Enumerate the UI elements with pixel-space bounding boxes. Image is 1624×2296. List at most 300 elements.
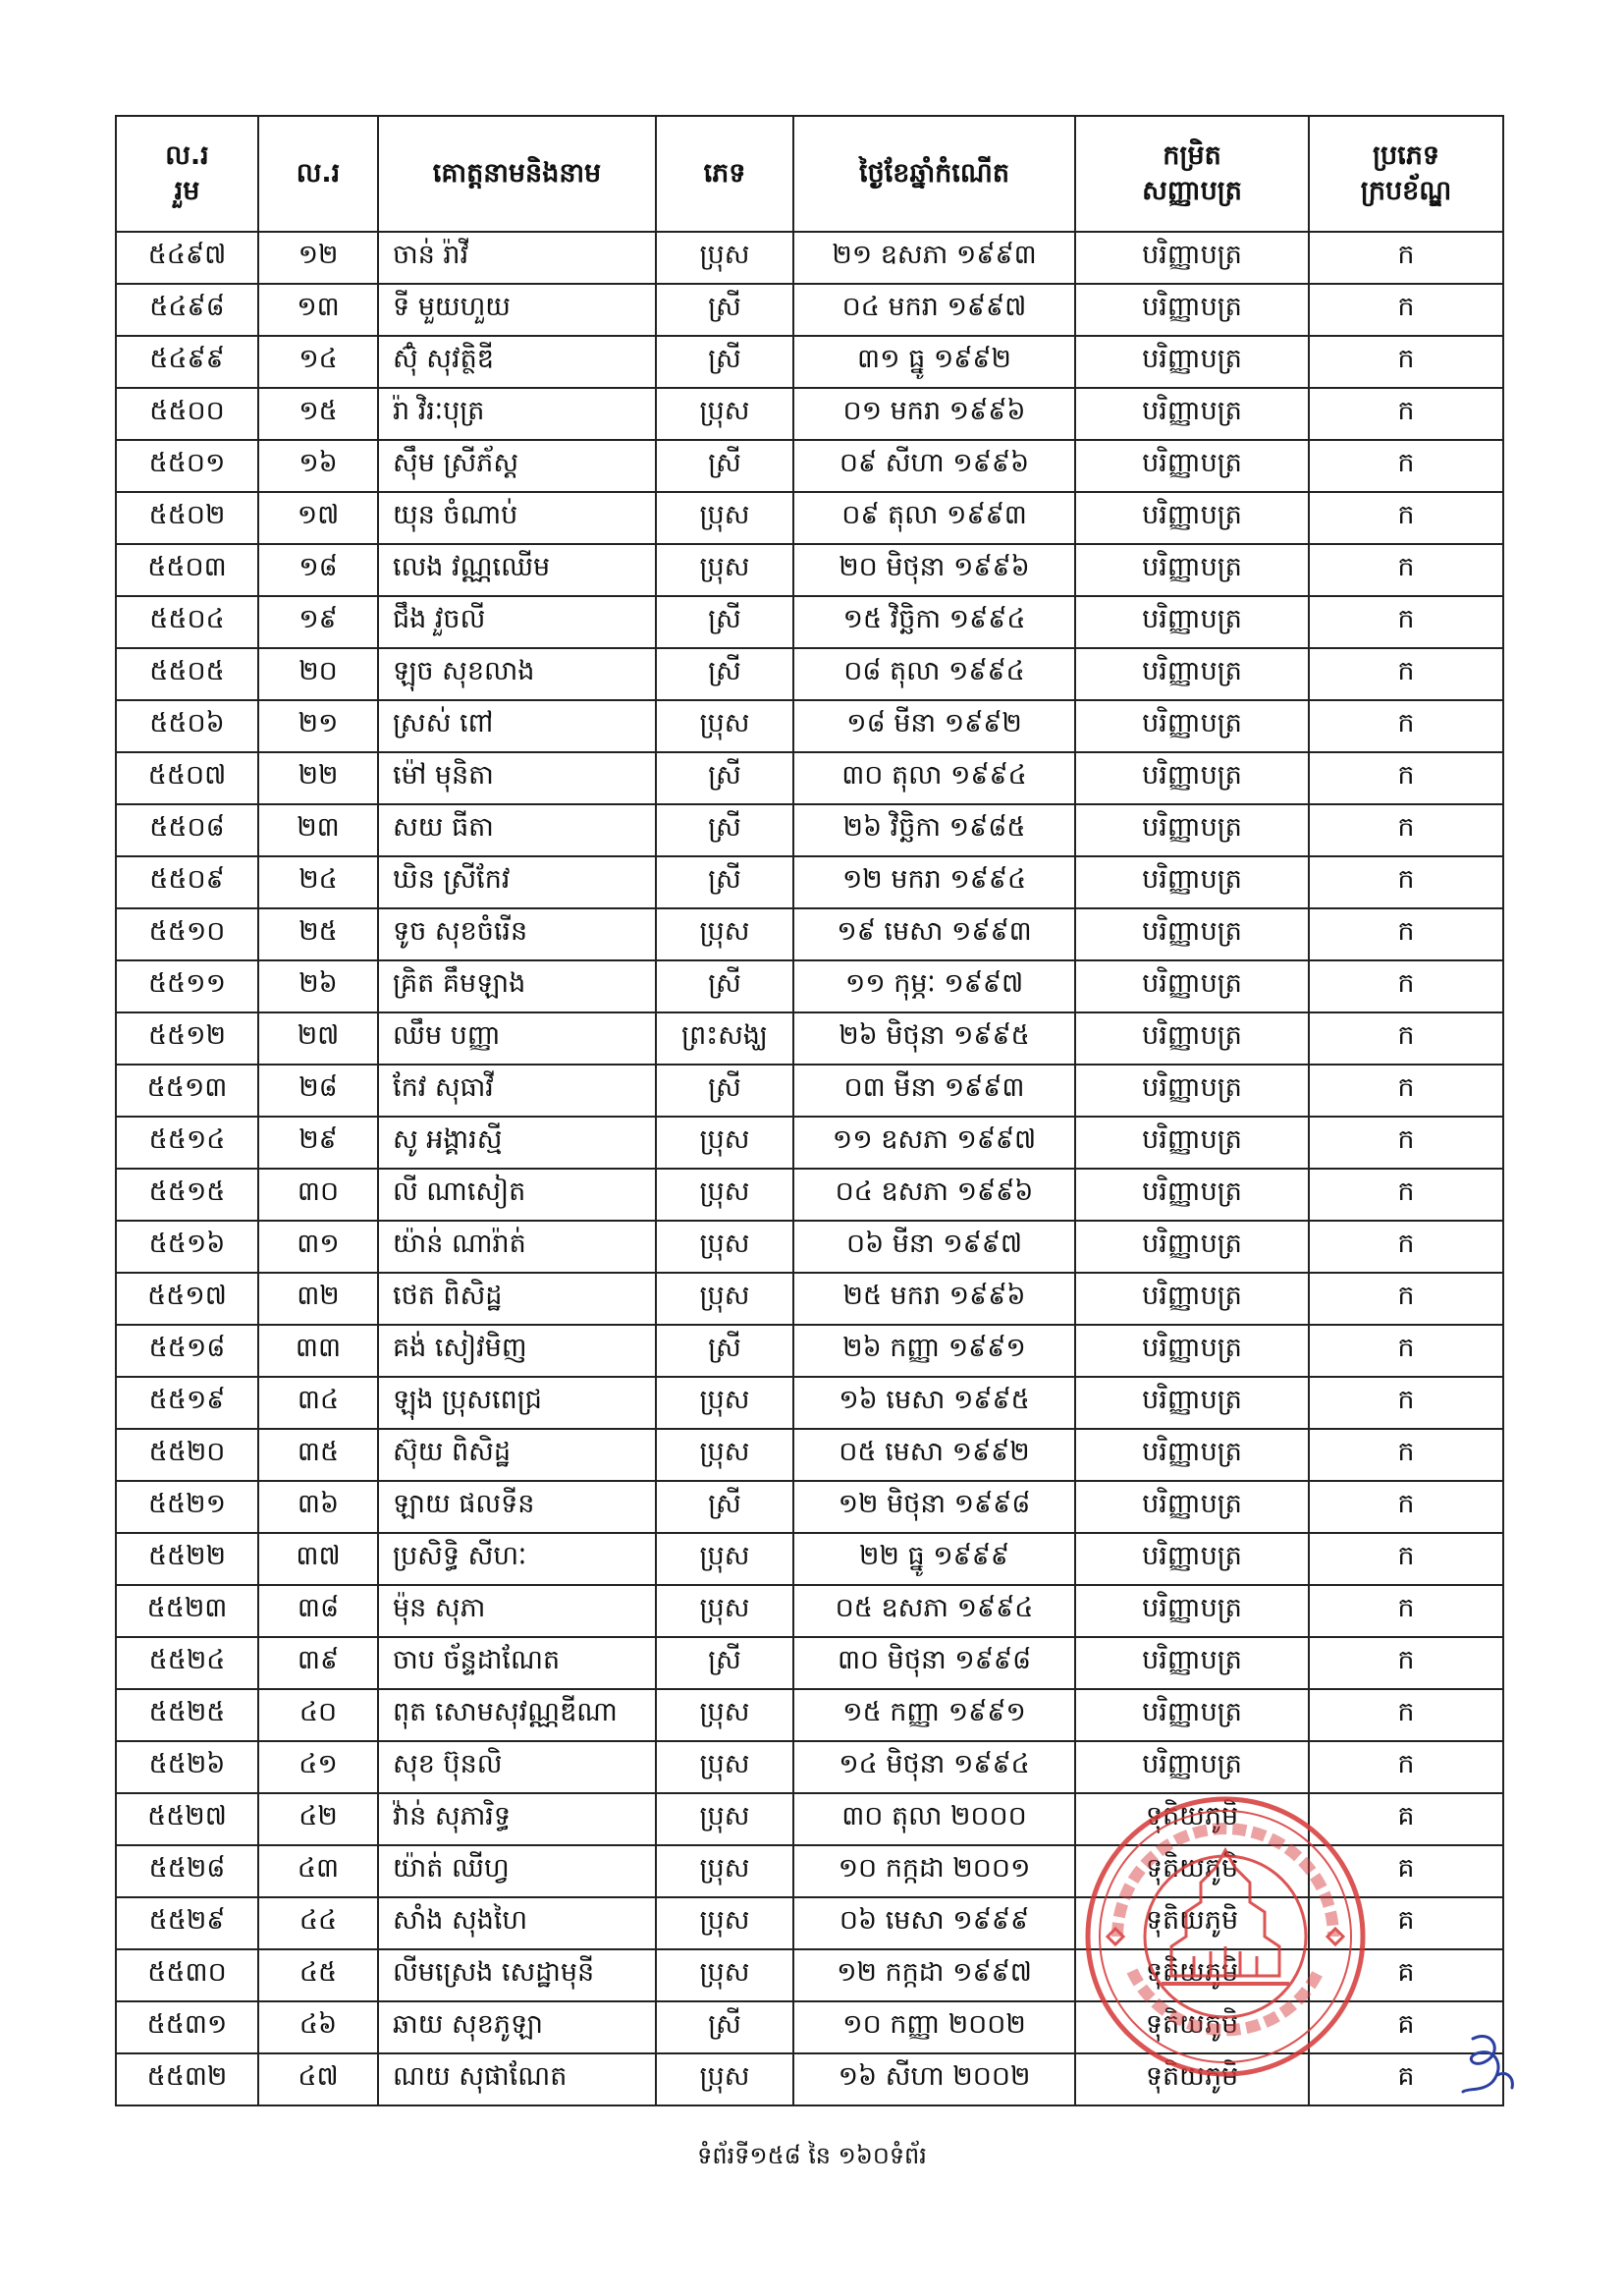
table-row <box>116 1065 1503 1117</box>
cell-row-number: ៤៥ <box>258 1949 378 2001</box>
table-row <box>116 1429 1503 1481</box>
cell-full-name: យ៉ាត់ ឈីហ្វ <box>378 1845 656 1897</box>
column-header-text: ល.រ <box>296 157 341 189</box>
cell-framework-type: ក <box>1309 1689 1503 1741</box>
cell-full-name: គ្រិត គឹមឡាង <box>378 960 656 1012</box>
cell-degree-level: បរិញ្ញាបត្រ <box>1075 856 1309 908</box>
cell-gender: ប្រុស <box>656 1221 793 1273</box>
cell-date-of-birth: ២៦ វិច្ឆិកា ១៩៨៥ <box>793 804 1075 856</box>
table-row <box>116 1377 1503 1429</box>
header-row <box>116 116 1503 232</box>
cell-date-of-birth: ០៥ ឧសភា ១៩៩៤ <box>793 1585 1075 1637</box>
cell-row-number: ៣១ <box>258 1221 378 1273</box>
cell-framework-type: ក <box>1309 1533 1503 1585</box>
cell-gender: ប្រុស <box>656 908 793 960</box>
cell-degree-level: ទុតិយភូមិ <box>1075 1845 1309 1897</box>
cell-row-number: ៣០ <box>258 1169 378 1221</box>
cell-full-name: យ៉ាន់ ណារ៉ាត់ <box>378 1221 656 1273</box>
table-row <box>116 336 1503 388</box>
cell-full-name: ស៊ុយ ពិសិដ្ឋ <box>378 1429 656 1481</box>
cell-degree-level: ទុតិយភូមិ <box>1075 2053 1309 2105</box>
cell-full-name: ម៉ុន សុភា <box>378 1585 656 1637</box>
cell-degree-level: បរិញ្ញាបត្រ <box>1075 596 1309 648</box>
cell-row-number: ៣៨ <box>258 1585 378 1637</box>
table-row <box>116 1533 1503 1585</box>
cell-row-number: ៤៣ <box>258 1845 378 1897</box>
cell-date-of-birth: ១២ មករា ១៩៩៤ <box>793 856 1075 908</box>
table-row <box>116 1012 1503 1065</box>
cell-framework-type: ក <box>1309 544 1503 596</box>
table-body <box>116 232 1503 2105</box>
cell-overall-number: ៥៥១៩ <box>116 1377 258 1429</box>
cell-row-number: ២៨ <box>258 1065 378 1117</box>
cell-gender: ស្រី <box>656 752 793 804</box>
cell-row-number: ៤៧ <box>258 2053 378 2105</box>
cell-date-of-birth: ៣០ មិថុនា ១៩៩៨ <box>793 1637 1075 1689</box>
column-header-text: ក្របខ័ណ្ឌ <box>1360 176 1452 206</box>
cell-framework-type: ក <box>1309 804 1503 856</box>
table-row <box>116 1325 1503 1377</box>
cell-row-number: ៣២ <box>258 1273 378 1325</box>
cell-gender: ប្រុស <box>656 1741 793 1793</box>
cell-overall-number: ៥៥០៦ <box>116 700 258 752</box>
cell-degree-level: បរិញ្ញាបត្រ <box>1075 1585 1309 1637</box>
cell-date-of-birth: ០៤ ឧសភា ១៩៩៦ <box>793 1169 1075 1221</box>
cell-overall-number: ៥៥០៣ <box>116 544 258 596</box>
cell-gender: ប្រុស <box>656 1897 793 1949</box>
cell-overall-number: ៥៥០៨ <box>116 804 258 856</box>
cell-framework-type: ក <box>1309 1169 1503 1221</box>
cell-degree-level: បរិញ្ញាបត្រ <box>1075 388 1309 440</box>
cell-overall-number: ៥៥២២ <box>116 1533 258 1585</box>
cell-gender: ស្រី <box>656 1325 793 1377</box>
cell-full-name: ស្រស់ ពៅ <box>378 700 656 752</box>
cell-framework-type: ក <box>1309 1637 1503 1689</box>
cell-date-of-birth: ១០ កក្កដា ២០០១ <box>793 1845 1075 1897</box>
cell-framework-type: ក <box>1309 1481 1503 1533</box>
cell-overall-number: ៥៤៩៧ <box>116 232 258 284</box>
cell-framework-type: គ <box>1309 1793 1503 1845</box>
cell-degree-level: បរិញ្ញាបត្រ <box>1075 960 1309 1012</box>
cell-framework-type: ក <box>1309 908 1503 960</box>
cell-date-of-birth: ០៣ មីនា ១៩៩៣ <box>793 1065 1075 1117</box>
table-row <box>116 960 1503 1012</box>
cell-degree-level: ទុតិយភូមិ <box>1075 1793 1309 1845</box>
cell-full-name: វ៉ាន់ សុភារិទ្ធ <box>378 1793 656 1845</box>
cell-date-of-birth: ៣០ តុលា ២០០០ <box>793 1793 1075 1845</box>
cell-overall-number: ៥៥០១ <box>116 440 258 492</box>
cell-degree-level: ទុតិយភូមិ <box>1075 1949 1309 2001</box>
column-header-text: ល.រ <box>165 139 209 171</box>
cell-framework-type: ក <box>1309 596 1503 648</box>
column-header-text: ថ្ងៃខែឆ្នាំកំណើត <box>859 157 1009 189</box>
cell-row-number: ៣៣ <box>258 1325 378 1377</box>
table-row <box>116 544 1503 596</box>
cell-overall-number: ៥៥២០ <box>116 1429 258 1481</box>
cell-row-number: ១២ <box>258 232 378 284</box>
cell-framework-type: ក <box>1309 960 1503 1012</box>
column-header-1 <box>116 116 258 232</box>
table-row <box>116 440 1503 492</box>
cell-full-name: សូ អង្គារស្មី <box>378 1117 656 1169</box>
cell-gender: ប្រុស <box>656 1845 793 1897</box>
cell-date-of-birth: ១៦ មេសា ១៩៩៥ <box>793 1377 1075 1429</box>
table-row <box>116 752 1503 804</box>
column-header-text: រួម <box>174 176 200 206</box>
cell-row-number: ២២ <box>258 752 378 804</box>
cell-framework-type: គ <box>1309 2001 1503 2053</box>
cell-gender: ប្រុស <box>656 1585 793 1637</box>
cell-overall-number: ៥៥១៥ <box>116 1169 258 1221</box>
cell-framework-type: ក <box>1309 1585 1503 1637</box>
cell-gender: ប្រុស <box>656 1377 793 1429</box>
table-row <box>116 596 1503 648</box>
cell-row-number: ៤១ <box>258 1741 378 1793</box>
column-header-3 <box>378 116 656 232</box>
cell-degree-level: បរិញ្ញាបត្រ <box>1075 232 1309 284</box>
column-header-4 <box>656 116 793 232</box>
cell-overall-number: ៥៥០៩ <box>116 856 258 908</box>
cell-full-name: ឃិន ស្រីកែវ <box>378 856 656 908</box>
cell-overall-number: ៥៥២៤ <box>116 1637 258 1689</box>
cell-degree-level: បរិញ្ញាបត្រ <box>1075 752 1309 804</box>
cell-gender: ស្រី <box>656 1481 793 1533</box>
cell-date-of-birth: ២០ មិថុនា ១៩៩៦ <box>793 544 1075 596</box>
cell-full-name: ទី មួយហួយ <box>378 284 656 336</box>
cell-date-of-birth: ១០ កញ្ញា ២០០២ <box>793 2001 1075 2053</box>
cell-full-name: សុខ ប៊ុនលិ <box>378 1741 656 1793</box>
cell-gender: ស្រី <box>656 2001 793 2053</box>
cell-date-of-birth: ០៦ មីនា ១៩៩៧ <box>793 1221 1075 1273</box>
cell-degree-level: បរិញ្ញាបត្រ <box>1075 908 1309 960</box>
cell-degree-level: បរិញ្ញាបត្រ <box>1075 544 1309 596</box>
cell-overall-number: ៥៥១០ <box>116 908 258 960</box>
table-row <box>116 908 1503 960</box>
cell-overall-number: ៥៥២៦ <box>116 1741 258 1793</box>
cell-date-of-birth: ៣០ តុលា ១៩៩៤ <box>793 752 1075 804</box>
column-header-text: ប្រភេទ <box>1372 139 1440 171</box>
cell-degree-level: បរិញ្ញាបត្រ <box>1075 440 1309 492</box>
cell-gender: ប្រុស <box>656 492 793 544</box>
table-row <box>116 388 1503 440</box>
cell-date-of-birth: ១៦ សីហា ២០០២ <box>793 2053 1075 2105</box>
cell-row-number: ៤៦ <box>258 2001 378 2053</box>
cell-degree-level: បរិញ្ញាបត្រ <box>1075 1689 1309 1741</box>
cell-overall-number: ៥៥១៣ <box>116 1065 258 1117</box>
cell-gender: ស្រី <box>656 960 793 1012</box>
cell-framework-type: ក <box>1309 440 1503 492</box>
cell-date-of-birth: ១៤ មិថុនា ១៩៩៤ <box>793 1741 1075 1793</box>
table-row <box>116 648 1503 700</box>
cell-overall-number: ៥៥១៤ <box>116 1117 258 1169</box>
cell-degree-level: បរិញ្ញាបត្រ <box>1075 648 1309 700</box>
cell-gender: ប្រុស <box>656 1689 793 1741</box>
table-row <box>116 804 1503 856</box>
cell-row-number: ៤២ <box>258 1793 378 1845</box>
cell-framework-type: ក <box>1309 1325 1503 1377</box>
cell-overall-number: ៥៥៣១ <box>116 2001 258 2053</box>
cell-date-of-birth: ២៥ មករា ១៩៩៦ <box>793 1273 1075 1325</box>
cell-framework-type: ក <box>1309 856 1503 908</box>
table-row <box>116 1169 1503 1221</box>
cell-row-number: ២១ <box>258 700 378 752</box>
table-row <box>116 2053 1503 2105</box>
cell-date-of-birth: ១៥ កញ្ញា ១៩៩១ <box>793 1689 1075 1741</box>
cell-full-name: ណយ សុផាណែត <box>378 2053 656 2105</box>
cell-overall-number: ៥៥២៩ <box>116 1897 258 1949</box>
page-number: ទំព័រទី១៥៨ នៃ ១៦០ទំព័រ <box>697 2142 927 2169</box>
cell-framework-type: ក <box>1309 1377 1503 1429</box>
cell-degree-level: បរិញ្ញាបត្រ <box>1075 492 1309 544</box>
cell-framework-type: គ <box>1309 1845 1503 1897</box>
cell-framework-type: ក <box>1309 752 1503 804</box>
cell-date-of-birth: ១២ កក្កដា ១៩៩៧ <box>793 1949 1075 2001</box>
cell-gender: ស្រី <box>656 1637 793 1689</box>
cell-framework-type: ក <box>1309 232 1503 284</box>
cell-degree-level: បរិញ្ញាបត្រ <box>1075 284 1309 336</box>
cell-gender: ស្រី <box>656 336 793 388</box>
cell-gender: ប្រុស <box>656 388 793 440</box>
cell-gender: ប្រុស <box>656 1793 793 1845</box>
cell-date-of-birth: ១៥ វិច្ឆិកា ១៩៩៤ <box>793 596 1075 648</box>
cell-full-name: រ៉ា វិរៈបុត្រ <box>378 388 656 440</box>
cell-degree-level: បរិញ្ញាបត្រ <box>1075 1377 1309 1429</box>
cell-row-number: ១៤ <box>258 336 378 388</box>
cell-framework-type: ក <box>1309 1012 1503 1065</box>
column-header-6 <box>1075 116 1309 232</box>
table-row <box>116 1117 1503 1169</box>
table-row <box>116 284 1503 336</box>
cell-date-of-birth: ២៦ កញ្ញា ១៩៩១ <box>793 1325 1075 1377</box>
table-row <box>116 700 1503 752</box>
cell-degree-level: បរិញ្ញាបត្រ <box>1075 804 1309 856</box>
cell-row-number: ១៩ <box>258 596 378 648</box>
cell-row-number: ១៦ <box>258 440 378 492</box>
cell-gender: ប្រុស <box>656 232 793 284</box>
table-row <box>116 1637 1503 1689</box>
table-row <box>116 1845 1503 1897</box>
cell-gender: ប្រុស <box>656 2053 793 2105</box>
cell-degree-level: បរិញ្ញាបត្រ <box>1075 1169 1309 1221</box>
column-header-5 <box>793 116 1075 232</box>
cell-full-name: សាំង សុងហៃ <box>378 1897 656 1949</box>
cell-gender: ប្រុស <box>656 1169 793 1221</box>
cell-row-number: ៣៧ <box>258 1533 378 1585</box>
cell-full-name: លីមស្រេង សេដ្ឋាមុនី <box>378 1949 656 2001</box>
personnel-table <box>115 115 1504 2106</box>
cell-full-name: ឆាយ សុខភូឡា <box>378 2001 656 2053</box>
cell-degree-level: បរិញ្ញាបត្រ <box>1075 1637 1309 1689</box>
cell-full-name: ជឹង វួចលី <box>378 596 656 648</box>
cell-gender: ស្រី <box>656 648 793 700</box>
cell-row-number: ១៣ <box>258 284 378 336</box>
cell-gender: ប្រុស <box>656 1117 793 1169</box>
cell-date-of-birth: ០១ មករា ១៩៩៦ <box>793 388 1075 440</box>
cell-gender: ប្រុស <box>656 1429 793 1481</box>
cell-overall-number: ៥៥០២ <box>116 492 258 544</box>
table-row <box>116 492 1503 544</box>
cell-overall-number: ៥៥២១ <box>116 1481 258 1533</box>
table-header <box>116 116 1503 232</box>
cell-gender: ប្រុស <box>656 1533 793 1585</box>
cell-framework-type: គ <box>1309 1949 1503 2001</box>
cell-degree-level: បរិញ្ញាបត្រ <box>1075 1065 1309 1117</box>
cell-full-name: ស៊ុំ សុវត្ថិឌី <box>378 336 656 388</box>
cell-gender: ស្រី <box>656 1065 793 1117</box>
cell-overall-number: ៥៥០៤ <box>116 596 258 648</box>
cell-full-name: យុន ចំណាប់ <box>378 492 656 544</box>
table-row <box>116 232 1503 284</box>
column-header-2 <box>258 116 378 232</box>
cell-gender: ស្រី <box>656 596 793 648</box>
cell-full-name: ទូច សុខចំរើន <box>378 908 656 960</box>
cell-date-of-birth: ០៦ មេសា ១៩៩៩ <box>793 1897 1075 1949</box>
cell-row-number: ២០ <box>258 648 378 700</box>
cell-full-name: គង់ សៀវមិញ <box>378 1325 656 1377</box>
cell-overall-number: ៥៤៩៩ <box>116 336 258 388</box>
cell-framework-type: ក <box>1309 648 1503 700</box>
cell-degree-level: បរិញ្ញាបត្រ <box>1075 1429 1309 1481</box>
cell-overall-number: ៥៥០០ <box>116 388 258 440</box>
cell-overall-number: ៥៥២៥ <box>116 1689 258 1741</box>
cell-date-of-birth: ៣១ ធ្នូ ១៩៩២ <box>793 336 1075 388</box>
table-row <box>116 1897 1503 1949</box>
cell-framework-type: គ <box>1309 2053 1503 2105</box>
cell-date-of-birth: ២១ ឧសភា ១៩៩៣ <box>793 232 1075 284</box>
cell-overall-number: ៥៥២៧ <box>116 1793 258 1845</box>
cell-full-name: សយ ធីតា <box>378 804 656 856</box>
cell-full-name: ឈឹម បញ្ញា <box>378 1012 656 1065</box>
cell-full-name: ថេត ពិសិដ្ឋ <box>378 1273 656 1325</box>
table-row <box>116 1741 1503 1793</box>
cell-degree-level: បរិញ្ញាបត្រ <box>1075 1117 1309 1169</box>
column-header-7 <box>1309 116 1503 232</box>
cell-row-number: ២៤ <box>258 856 378 908</box>
cell-framework-type: ក <box>1309 1117 1503 1169</box>
cell-degree-level: បរិញ្ញាបត្រ <box>1075 700 1309 752</box>
cell-full-name: កែវ សុធាវី <box>378 1065 656 1117</box>
cell-row-number: ២៥ <box>258 908 378 960</box>
cell-degree-level: ទុតិយភូមិ <box>1075 2001 1309 2053</box>
cell-full-name: លី ណាសៀត <box>378 1169 656 1221</box>
cell-gender: ប្រុស <box>656 1273 793 1325</box>
cell-row-number: ២៦ <box>258 960 378 1012</box>
cell-full-name: ពុត សោមសុវណ្ណឌីណា <box>378 1689 656 1741</box>
cell-overall-number: ៥៥១៧ <box>116 1273 258 1325</box>
column-header-text: សញ្ញាបត្រ <box>1142 176 1242 206</box>
cell-gender: ប្រុស <box>656 544 793 596</box>
cell-framework-type: ក <box>1309 492 1503 544</box>
cell-degree-level: បរិញ្ញាបត្រ <box>1075 1221 1309 1273</box>
cell-overall-number: ៥៥៣២ <box>116 2053 258 2105</box>
cell-row-number: ៤០ <box>258 1689 378 1741</box>
cell-degree-level: បរិញ្ញាបត្រ <box>1075 1533 1309 1585</box>
cell-overall-number: ៥៥១១ <box>116 960 258 1012</box>
cell-row-number: ៤៤ <box>258 1897 378 1949</box>
cell-degree-level: បរិញ្ញាបត្រ <box>1075 336 1309 388</box>
cell-overall-number: ៥៥១៦ <box>116 1221 258 1273</box>
cell-row-number: ៣៥ <box>258 1429 378 1481</box>
cell-full-name: ចាន់ រ៉ាវី <box>378 232 656 284</box>
cell-date-of-birth: ២២ ធ្នូ ១៩៩៩ <box>793 1533 1075 1585</box>
cell-full-name: ម៉ៅ មុនិតា <box>378 752 656 804</box>
cell-full-name: ចាប ច័ន្ទដាណែត <box>378 1637 656 1689</box>
cell-degree-level: ទុតិយភូមិ <box>1075 1897 1309 1949</box>
cell-overall-number: ៥៥០៧ <box>116 752 258 804</box>
cell-overall-number: ៥៥១២ <box>116 1012 258 1065</box>
table-row <box>116 1949 1503 2001</box>
cell-full-name: ប្រសិទ្ធិ សីហៈ <box>378 1533 656 1585</box>
cell-framework-type: ក <box>1309 1429 1503 1481</box>
table-row <box>116 1793 1503 1845</box>
cell-row-number: ៣៤ <box>258 1377 378 1429</box>
table-row <box>116 2001 1503 2053</box>
cell-overall-number: ៥៤៩៨ <box>116 284 258 336</box>
cell-degree-level: បរិញ្ញាបត្រ <box>1075 1741 1309 1793</box>
cell-date-of-birth: ០៨ តុលា ១៩៩៤ <box>793 648 1075 700</box>
cell-gender: ស្រី <box>656 440 793 492</box>
cell-date-of-birth: ១៨ មីនា ១៩៩២ <box>793 700 1075 752</box>
cell-date-of-birth: ០៩ សីហា ១៩៩៦ <box>793 440 1075 492</box>
cell-row-number: ១៥ <box>258 388 378 440</box>
table-row <box>116 856 1503 908</box>
table-row <box>116 1481 1503 1533</box>
cell-framework-type: ក <box>1309 1065 1503 1117</box>
cell-framework-type: ក <box>1309 388 1503 440</box>
cell-gender: ស្រី <box>656 284 793 336</box>
cell-overall-number: ៥៥០៥ <box>116 648 258 700</box>
cell-overall-number: ៥៥២៨ <box>116 1845 258 1897</box>
cell-gender: ប្រុស <box>656 1949 793 2001</box>
column-header-text: កម្រិត <box>1163 139 1221 171</box>
cell-full-name: ឡុច សុខលាង <box>378 648 656 700</box>
cell-date-of-birth: ១២ មិថុនា ១៩៩៨ <box>793 1481 1075 1533</box>
table-row <box>116 1585 1503 1637</box>
cell-framework-type: ក <box>1309 1221 1503 1273</box>
cell-overall-number: ៥៥១៨ <box>116 1325 258 1377</box>
cell-degree-level: បរិញ្ញាបត្រ <box>1075 1273 1309 1325</box>
cell-full-name: ឡុង ប្រុសពេជ្រ <box>378 1377 656 1429</box>
cell-gender: ស្រី <box>656 856 793 908</box>
column-header-text: ភេទ <box>703 157 746 189</box>
table-row <box>116 1221 1503 1273</box>
cell-degree-level: បរិញ្ញាបត្រ <box>1075 1481 1309 1533</box>
cell-gender: ព្រះសង្ឃ <box>656 1012 793 1065</box>
cell-row-number: ១៧ <box>258 492 378 544</box>
cell-date-of-birth: ០៩ តុលា ១៩៩៣ <box>793 492 1075 544</box>
cell-degree-level: បរិញ្ញាបត្រ <box>1075 1012 1309 1065</box>
cell-framework-type: ក <box>1309 1741 1503 1793</box>
cell-gender: ប្រុស <box>656 700 793 752</box>
table-row <box>116 1689 1503 1741</box>
cell-date-of-birth: ០៤ មករា ១៩៩៧ <box>793 284 1075 336</box>
cell-row-number: ២៩ <box>258 1117 378 1169</box>
cell-row-number: ៣៦ <box>258 1481 378 1533</box>
cell-date-of-birth: ១១ ឧសភា ១៩៩៧ <box>793 1117 1075 1169</box>
cell-full-name: ស៊ឹម ស្រីភ័ស្ត <box>378 440 656 492</box>
cell-framework-type: ក <box>1309 336 1503 388</box>
column-header-text: គោត្តនាមនិងនាម <box>432 157 602 189</box>
cell-gender: ស្រី <box>656 804 793 856</box>
cell-row-number: ១៨ <box>258 544 378 596</box>
cell-date-of-birth: ១១ កុម្ភៈ ១៩៩៧ <box>793 960 1075 1012</box>
cell-full-name: ឡាយ ផលទីន <box>378 1481 656 1533</box>
cell-row-number: ៣៩ <box>258 1637 378 1689</box>
cell-overall-number: ៥៥២៣ <box>116 1585 258 1637</box>
cell-date-of-birth: ០៥ មេសា ១៩៩២ <box>793 1429 1075 1481</box>
cell-date-of-birth: ២៦ មិថុនា ១៩៩៥ <box>793 1012 1075 1065</box>
table-row <box>116 1273 1503 1325</box>
